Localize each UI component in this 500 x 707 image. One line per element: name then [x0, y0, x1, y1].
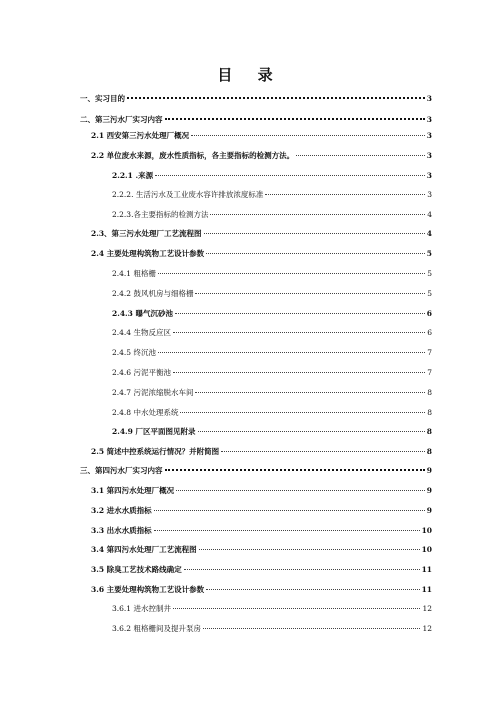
dot-leader — [195, 293, 425, 294]
toc-entry-label: 2.4 主要处理构筑物工艺设计参数 — [91, 249, 205, 258]
dot-leader — [173, 332, 425, 333]
toc-entry-page: 8 — [426, 427, 432, 436]
toc-entry-page: 9 — [426, 506, 432, 515]
toc-entry[interactable] — [80, 466, 432, 476]
dot-leader — [154, 510, 425, 511]
toc-entry-label: 2.4.1 粗格栅 — [112, 269, 156, 278]
toc-entry-page: 3 — [426, 171, 432, 180]
dot-leader — [155, 175, 425, 176]
toc-entry[interactable] — [112, 348, 432, 358]
toc-entry[interactable] — [112, 388, 432, 398]
toc-entry[interactable] — [91, 545, 432, 555]
toc-entry-label: 三、第四污水厂实习内容 — [80, 466, 163, 475]
dot-leader — [176, 490, 425, 491]
toc-entry-label: 2.4.8 中水处理系统 — [112, 408, 179, 417]
toc-entry-page: 5 — [426, 249, 432, 258]
toc-entry-page: 8 — [426, 447, 432, 456]
toc-entry-page: 5 — [427, 269, 432, 278]
toc-entry[interactable] — [112, 171, 432, 181]
toc-entry-label: 2.5 简述中控系统运行情况？并附简图 — [91, 447, 220, 456]
dot-leader — [175, 313, 425, 314]
toc-entry-label: 2.4.7 污泥浓缩脱水车间 — [112, 388, 194, 397]
toc-entry[interactable] — [112, 309, 432, 319]
toc-entry-label: 二、第三污水厂实习内容 — [80, 115, 163, 124]
toc-entry[interactable] — [112, 269, 432, 279]
toc-entry-page: 11 — [421, 565, 432, 574]
toc-entry-label: 2.2.1 .来源 — [112, 171, 154, 180]
toc-entry-label: 2.4.6 污泥平衡池 — [112, 368, 171, 377]
toc-entry-label: 2.3、第三污水处理厂工艺流程图 — [91, 229, 202, 238]
toc-entry-page: 3 — [427, 190, 432, 199]
dot-leader — [158, 273, 425, 274]
toc-entry-label: 3.1 第四污水处理厂概况 — [91, 486, 175, 495]
toc-entry[interactable] — [80, 115, 432, 125]
toc-entry-page: 3 — [426, 151, 432, 160]
dot-leader — [198, 431, 425, 432]
toc-entry-page: 4 — [427, 210, 432, 219]
toc-entry[interactable] — [91, 229, 432, 239]
toc-entry[interactable] — [91, 506, 432, 516]
toc-entry-label: 3.6.2 粗格栅间及提升泵房 — [112, 624, 201, 633]
toc-entry-label: 2.4.3 曝气沉砂池 — [112, 309, 173, 318]
toc-entry[interactable] — [80, 94, 432, 104]
toc-entry-label: 2.2 单位废水来源，废水性质指标，各主要指标的检测方法。 — [91, 151, 295, 160]
toc-entry-page: 10 — [421, 526, 432, 535]
toc-entry-label: 3.2 进水水质指标 — [91, 506, 152, 515]
toc-entry-label: 2.4.2 鼓风机房与细格栅 — [112, 289, 194, 298]
toc-entry-label: 2.4.4 生物反应区 — [112, 328, 171, 337]
dot-leader — [221, 451, 425, 452]
toc-title: 目 录 — [217, 66, 283, 84]
dot-leader — [127, 97, 425, 99]
dot-leader — [195, 392, 425, 393]
toc-entry[interactable] — [112, 604, 432, 614]
toc-entry-page: 8 — [427, 388, 432, 397]
toc-entry-label: 3.5 除臭工艺技术路线确定 — [91, 565, 182, 574]
toc-entry[interactable] — [112, 624, 432, 634]
toc-entry[interactable] — [112, 408, 432, 418]
toc-entry-label: 2.2.3.各主要指标的检测方法 — [112, 210, 209, 219]
dot-leader — [184, 569, 420, 570]
toc-entry-label: 3.3 出水水质指标 — [91, 526, 152, 535]
toc-entry-page: 3 — [426, 115, 432, 124]
dot-leader — [206, 253, 425, 254]
toc-entry-page: 8 — [427, 408, 432, 417]
dot-leader — [296, 155, 425, 156]
toc-entry[interactable] — [91, 151, 432, 161]
dot-leader — [165, 118, 425, 120]
toc-entry[interactable] — [91, 585, 432, 595]
toc-entry-page: 7 — [427, 368, 432, 377]
dot-leader — [173, 372, 425, 373]
dot-leader — [191, 135, 425, 136]
toc-entry-page: 12 — [422, 624, 432, 633]
toc-entry[interactable] — [112, 190, 432, 200]
toc-entry[interactable] — [91, 249, 432, 259]
toc-entry-label: 2.1 西安第三污水处理厂概况 — [91, 131, 190, 140]
dot-leader — [158, 352, 425, 353]
toc-entry-page: 10 — [421, 545, 432, 554]
toc-entry-page: 3 — [426, 94, 432, 103]
toc-entry-page: 4 — [426, 229, 432, 238]
toc-entry[interactable] — [91, 486, 432, 496]
dot-leader — [154, 530, 420, 531]
toc-entry[interactable] — [112, 328, 432, 338]
toc-entry[interactable] — [112, 427, 432, 437]
toc-entry-page: 7 — [427, 348, 432, 357]
toc-entry-page: 6 — [426, 309, 432, 318]
dot-leader — [203, 628, 420, 629]
toc-entry[interactable] — [112, 210, 432, 220]
dot-leader — [265, 194, 425, 195]
toc-entry-label: 3.4 第四污水处理厂工艺流程图 — [91, 545, 197, 554]
toc-entry[interactable] — [91, 131, 432, 141]
toc-entry-page: 11 — [421, 585, 432, 594]
dot-leader — [165, 469, 425, 471]
toc-entry-page: 9 — [426, 486, 432, 495]
dot-leader — [173, 608, 420, 609]
toc-entry-label: 2.4.5 终沉池 — [112, 348, 156, 357]
dot-leader — [199, 549, 420, 550]
toc-entry[interactable] — [91, 447, 432, 457]
toc-entry[interactable] — [91, 526, 432, 536]
toc-entry-page: 9 — [426, 466, 432, 475]
toc-entry-label: 2.2.2. 生活污水及工业废水容许排放浓度标准 — [112, 190, 264, 199]
toc-entry-label: 3.6.1 进水控制井 — [112, 604, 171, 613]
toc-entry[interactable] — [91, 565, 432, 575]
dot-leader — [204, 233, 425, 234]
toc-entry-page: 6 — [427, 328, 432, 337]
dot-leader — [180, 412, 425, 413]
toc-entry-page: 5 — [427, 289, 432, 298]
toc-entry-page: 12 — [422, 604, 432, 613]
toc-entry-label: 3.6 主要处理构筑物工艺设计参数 — [91, 585, 205, 594]
toc-entry-page: 3 — [426, 131, 432, 140]
toc-entry-label: 一、实习目的 — [80, 94, 125, 103]
dot-leader — [210, 214, 425, 215]
toc-entry[interactable] — [112, 289, 432, 299]
toc-entry[interactable] — [112, 368, 432, 378]
dot-leader — [206, 589, 419, 590]
toc-entry-label: 2.4.9 厂区平面图见附录 — [112, 427, 196, 436]
